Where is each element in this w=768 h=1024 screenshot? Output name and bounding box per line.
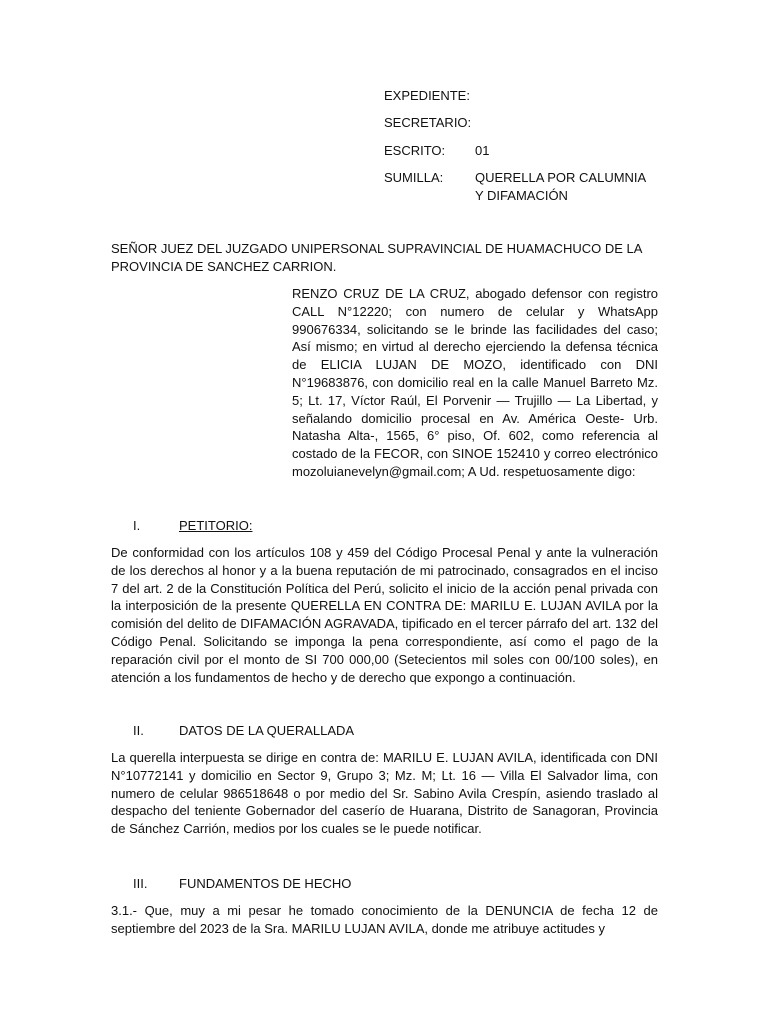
section-title: FUNDAMENTOS DE HECHO: [179, 876, 352, 891]
section-number: I.: [133, 518, 141, 533]
secretario-label: SECRETARIO:: [384, 115, 472, 131]
fundamentos-paragraph: 3.1.- Que, muy a mi pesar he tomado conocimiento de la DENUNCIA de fecha 12 de septiembre del 2023 de la Sra. MARILU LUJAN AVILA, donde me atribuye actitudes y: [111, 903, 658, 936]
secretario-row: [384, 114, 684, 132]
datos-paragraph: La querella interpuesta se dirige en contra de: MARILU E. LUJAN AVILA, identificada con DNI N°10772141 y domicilio en Sector 9, Grupo 3; Mz. M; Lt. 16 — Villa El Salvador lima, con numero de celular 986518648 o por medio del Sr. Sabino Avila Crespín, asiendo traslado al despacho del teniente Gobernador del caserío de Huarana, Distrito de Sanagoran, Provincia de Sánchez Carrión, medios por los cuales se le puede notificar.: [111, 750, 658, 837]
escrito-value: 01: [475, 142, 490, 158]
section-number: III.: [133, 876, 148, 891]
sumilla-row: [384, 169, 684, 205]
section-title: DATOS DE LA QUERALLADA: [179, 723, 355, 738]
section-title: PETITORIO:: [179, 518, 253, 533]
section-heading-fundamentos: [133, 875, 351, 893]
escrito-label: ESCRITO:: [384, 142, 446, 158]
section-number: II.: [133, 723, 144, 738]
expediente-label: EXPEDIENTE:: [384, 88, 470, 103]
section-heading-datos: [133, 722, 354, 740]
secretario-value: [475, 114, 684, 132]
sumilla-value: QUERELLA POR CALUMNIA Y DIFAMACIÓN: [475, 169, 646, 203]
case-header: [384, 87, 684, 214]
sumilla-label: SUMILLA:: [384, 169, 444, 185]
expediente-value: [475, 87, 684, 105]
escrito-row: [384, 142, 684, 160]
petitorio-paragraph: De conformidad con los artículos 108 y 459 del Código Procesal Penal y ante la vulneración de los derechos al honor y a la buena reputación de mi patrocinado, consagrados en el inciso 7 del art. 2 de la Constitución Política del Perú, solicito el inicio de la acción penal privada con la interposición de la presente QUERELLA EN CONTRA DE: MARILU E. LUJAN AVILA por la comisión del delito de DIFAMACIÓN AGRAVADA, tipificado en el tercer párrafo del art. 132 del Código Penal. Solicitando se imponga la pena correspondiente, así como el pago de la reparación civil por el monto de SI 700 000,00 (Setecientos mil soles con 00/100 soles), en atención a los fundamentos de hecho y de derecho que expongo a continuación.: [111, 545, 658, 685]
expediente-row: [384, 87, 684, 105]
addressee: SEÑOR JUEZ DEL JUZGADO UNIPERSONAL SUPRAVINCIAL DE HUAMACHUCO DE LA PROVINCIA DE SANCHEZ CARRION.: [111, 241, 642, 274]
introduction-paragraph: RENZO CRUZ DE LA CRUZ, abogado defensor con registro CALL N°12220; con numero de celular y WhatsApp 990676334, solicitando se le brinde las facilidades del caso; Así mismo; en virtud al derecho ejerciendo la defensa técnica de ELICIA LUJAN DE MOZO, identificado con DNI N°19683876, con domicilio real en la calle Manuel Barreto Mz. 5; Lt. 17, Víctor Raúl, El Porvenir — Trujillo — La Libertad, y señalando domicilio procesal en Av. América Oeste- Urb. Natasha Alta-, 1565, 6° piso, Of. 602, como referencia al costado de la FECOR, con SINOE 152410 y correo electrónico mozoluianevelyn@gmail.com; A Ud. respetuosamente digo:: [292, 286, 658, 479]
section-heading-petitorio: [133, 517, 252, 535]
